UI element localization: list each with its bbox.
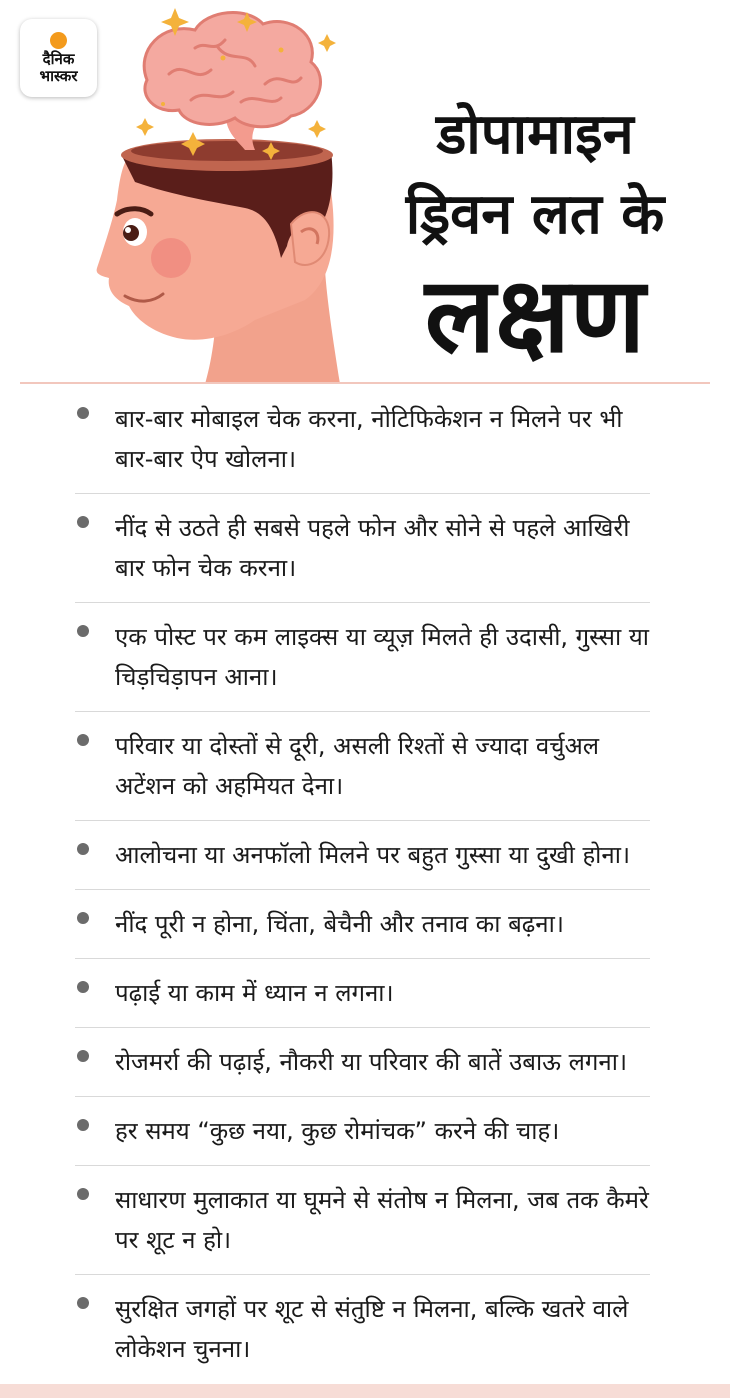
symptom-text: एक पोस्ट पर कम लाइक्स या व्यूज़ मिलते ही उदासी, गुस्सा या चिड़चिड़ापन आना। — [115, 623, 649, 691]
dainik-bhaskar-logo — [20, 19, 97, 97]
symptom-text: सुरक्षित जगहों पर शूट से संतुष्टि न मिलना, बल्कि खतरे वाले लोकेशन चुनना। — [115, 1295, 629, 1363]
title-line-3: लक्षण — [424, 254, 646, 376]
bullet-icon — [77, 1188, 89, 1200]
list-item — [75, 712, 650, 821]
bullet-icon — [77, 981, 89, 993]
bullet-icon — [77, 516, 89, 528]
head-with-open-brain-icon — [95, 0, 355, 384]
list-item — [75, 494, 650, 603]
list-item — [75, 1028, 650, 1097]
bullet-icon — [77, 625, 89, 637]
list-item — [75, 890, 650, 959]
symptom-text: बार-बार मोबाइल चेक करना, नोटिफिकेशन न मिलने पर भी बार-बार ऐप खोलना। — [115, 405, 623, 473]
list-item — [75, 385, 650, 494]
bullet-icon — [77, 1119, 89, 1131]
symptom-text: हर समय “कुछ नया, कुछ रोमांचक” करने की चाह। — [115, 1117, 560, 1145]
bullet-icon — [77, 912, 89, 924]
footer-band — [0, 1384, 730, 1398]
bullet-icon — [77, 1297, 89, 1309]
list-item — [75, 1166, 650, 1275]
symptom-text: नींद पूरी न होना, चिंता, बेचैनी और तनाव का बढ़ना। — [115, 910, 564, 938]
bullet-icon — [77, 734, 89, 746]
symptom-text: साधारण मुलाकात या घूमने से संतोष न मिलना, जब तक कैमरे पर शूट न हो। — [115, 1186, 649, 1254]
list-item — [75, 603, 650, 712]
page-title — [360, 95, 710, 375]
title-line-2: ड्रिवन लत के — [405, 182, 665, 247]
list-item — [75, 1097, 650, 1166]
logo-text-line2: भास्कर — [39, 66, 78, 85]
list-item — [75, 821, 650, 890]
logo-text-line1: दैनिक — [42, 49, 75, 68]
title-line-1: डोपामाइन — [436, 102, 634, 167]
header-divider — [20, 382, 710, 384]
bullet-icon — [77, 843, 89, 855]
symptom-text: आलोचना या अनफॉलो मिलने पर बहुत गुस्सा या दुखी होना। — [115, 841, 631, 869]
sun-icon — [50, 32, 67, 49]
bullet-icon — [77, 1050, 89, 1062]
list-item — [75, 959, 650, 1028]
symptom-text: परिवार या दोस्तों से दूरी, असली रिश्तों से ज्यादा वर्चुअल अटेंशन को अहमियत देना। — [115, 732, 600, 800]
symptom-text: पढ़ाई या काम में ध्यान न लगना। — [115, 979, 394, 1007]
symptom-list — [75, 385, 650, 1383]
bullet-icon — [77, 407, 89, 419]
symptom-text: रोजमर्रा की पढ़ाई, नौकरी या परिवार की बातें उबाऊ लगना। — [115, 1048, 628, 1076]
symptom-text: नींद से उठते ही सबसे पहले फोन और सोने से पहले आखिरी बार फोन चेक करना। — [115, 514, 630, 582]
list-item — [75, 1275, 650, 1383]
